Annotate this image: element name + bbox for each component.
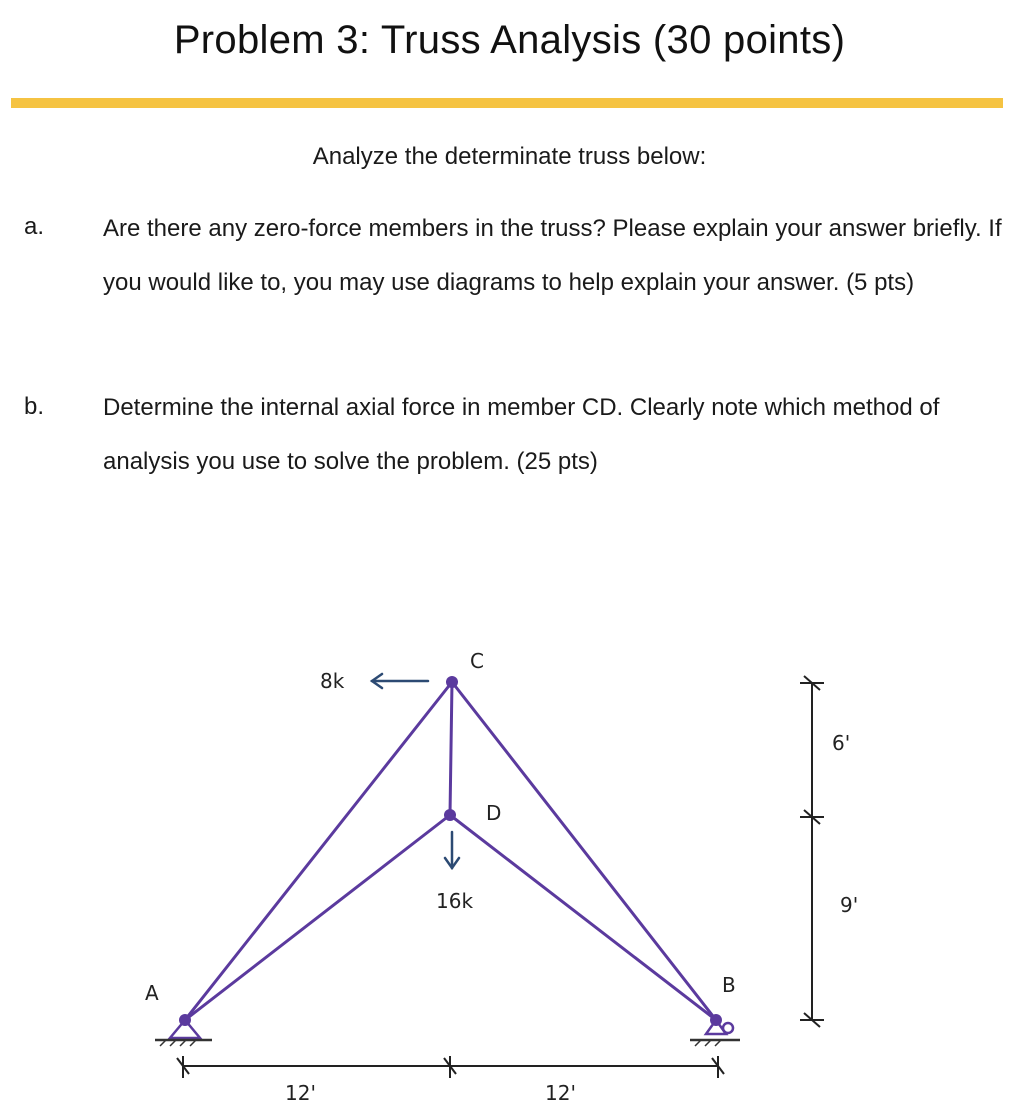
joint-d bbox=[444, 809, 456, 821]
truss-members bbox=[185, 682, 716, 1020]
horizontal-dimension-line bbox=[177, 1056, 724, 1078]
right-span-label: 12' bbox=[545, 1081, 576, 1105]
lower-height-label: 9' bbox=[840, 893, 859, 917]
vertical-load-arrow bbox=[445, 832, 459, 868]
node-label-a: A bbox=[145, 981, 159, 1005]
node-label-b: B bbox=[722, 973, 736, 997]
question-a-letter: a. bbox=[24, 213, 45, 240]
horizontal-load-label: 8k bbox=[320, 669, 345, 693]
upper-height-label: 6' bbox=[832, 731, 851, 755]
intro-text: Analyze the determinate truss below: bbox=[312, 143, 707, 170]
member-db bbox=[450, 815, 716, 1020]
left-span-label: 12' bbox=[285, 1081, 316, 1105]
question-a-text: Are there any zero-force members in the truss? Please explain your answer briefly. If you would like to, you may use diagrams to help explain your answer. (5 pts) bbox=[103, 215, 1002, 296]
node-label-c: C bbox=[470, 649, 484, 673]
vertical-load-label: 16k bbox=[436, 889, 474, 913]
joint-c bbox=[446, 676, 458, 688]
question-b-text: Determine the internal axial force in member CD. Clearly note which method of analysis you use to solve the problem. (25 pts) bbox=[103, 394, 940, 475]
member-ac bbox=[185, 682, 452, 1020]
member-ad bbox=[185, 815, 450, 1020]
node-label-d: D bbox=[486, 801, 502, 825]
member-cb bbox=[452, 682, 716, 1020]
member-cd bbox=[450, 682, 452, 815]
horizontal-load-arrow bbox=[372, 674, 428, 688]
page-title: Problem 3: Truss Analysis (30 points) bbox=[173, 18, 846, 62]
question-b-letter: b. bbox=[24, 393, 45, 420]
vertical-dimension-line bbox=[800, 676, 824, 1027]
